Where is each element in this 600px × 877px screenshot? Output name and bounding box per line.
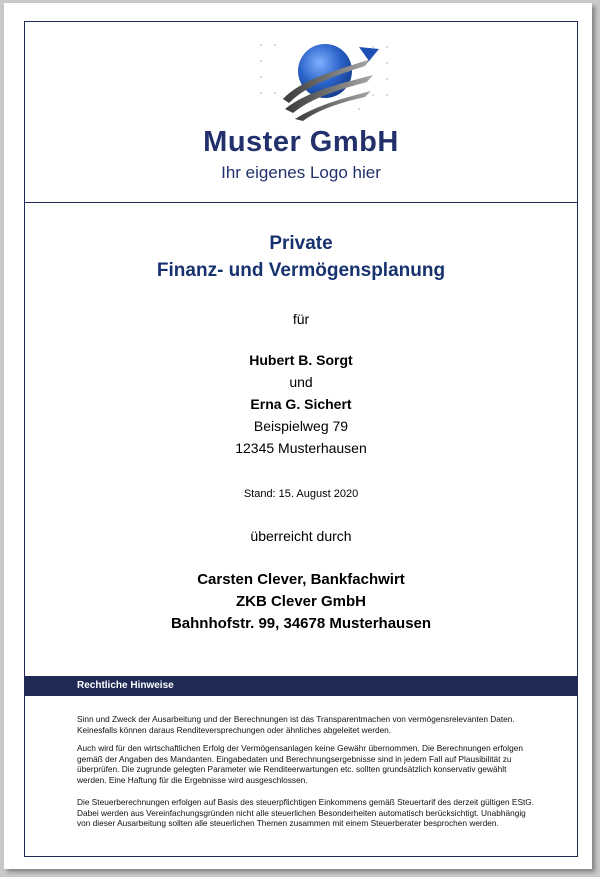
document-title-line2: Finanz- und Vermögensplanung xyxy=(156,260,446,281)
advisor-address: Bahnhofstr. 99, 34678 Musterhausen xyxy=(170,615,432,632)
document-title-line1: Private xyxy=(269,233,333,254)
legal-notice-heading: Rechtliche Hinweise xyxy=(25,676,577,696)
for-label: für xyxy=(292,311,310,327)
legal-paragraph-2: Auch wird für den wirtschaftlichen Erfolg der Vermögensanlagen keine Gewähr übernommen. Die Berechnungen erfolgen gemäß der Angaben des Mandanten. Eingabedaten und Berechnungsergebnisse sind in jedem Fall auf Plausibilität zu überprüfen. Die zugrunde gelegten Parameter wie Renditeerwartungen etc. sollten grundsätzlich konservativ gewählt werden. Eine Haftung für die Ergebnisse wird ausgeschlossen. xyxy=(77,743,523,785)
page-frame xyxy=(24,21,578,857)
and-label: und xyxy=(289,374,313,390)
advisor-name: Carsten Clever, Bankfachwirt xyxy=(197,571,405,588)
advisor-company: ZKB Clever GmbH xyxy=(235,593,367,610)
legal-paragraph-3: Die Steuerberechnungen erfolgen auf Basis des steuerpflichtigen Einkommens gemäß Steuertarif des derzeit gültigen EStG. Dabei werden aus Vereinfachungsgründen nicht alle steuerlichen Besonderheiten automatisch berücksichtigt. Unabhängig von dieser Ausarbeitung sollten alle steuerlichen Themen zusammen mit einem Steuerberater besprochen werden. xyxy=(77,797,535,829)
recipient-city: 12345 Musterhausen xyxy=(235,440,367,456)
header-divider xyxy=(25,202,577,203)
company-logo-icon xyxy=(255,35,395,121)
recipient-name-1: Hubert B. Sorgt xyxy=(249,352,353,368)
recipient-street: Beispielweg 79 xyxy=(253,418,349,434)
legal-paragraph-1: Sinn und Zweck der Ausarbeitung und der Berechnungen ist das Transparentmachen von vermögensrelevanten Daten. Keinesfalls können daraus Renditeversprechungen oder ähnliches abgeleitet werden. xyxy=(77,714,515,735)
company-name: Muster GmbH xyxy=(203,126,399,158)
company-tagline: Ihr eigenes Logo hier xyxy=(221,163,381,182)
document-page xyxy=(4,3,592,869)
status-date: Stand: 15. August 2020 xyxy=(243,488,359,500)
handed-over-label: überreicht durch xyxy=(250,528,352,544)
recipient-name-2: Erna G. Sichert xyxy=(250,396,352,412)
